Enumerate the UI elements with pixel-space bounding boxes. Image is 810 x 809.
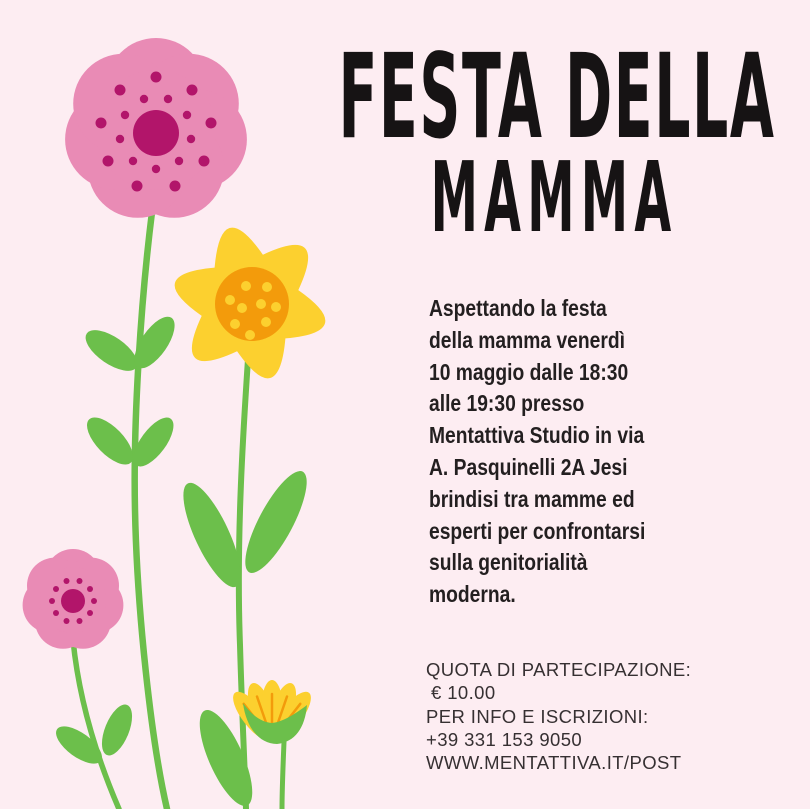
- small-pink-poppy-flower: [23, 549, 124, 649]
- description-line: sulla genitorialità: [429, 549, 588, 576]
- title-line-2: MAMMA: [430, 142, 678, 256]
- participation-fee-value: € 10.00: [431, 682, 496, 704]
- description-line: 10 maggio dalle 18:30: [429, 358, 629, 385]
- title-line-1: FESTA DELLA: [338, 28, 776, 165]
- leaf: [96, 700, 138, 759]
- participation-info: [426, 658, 786, 774]
- participation-fee-label: QUOTA DI PARTECIPAZIONE:: [426, 659, 692, 680]
- big-pink-poppy-flower: [65, 38, 247, 218]
- website-url: WWW.MENTATTIVA.IT/POST: [426, 752, 682, 774]
- description-line: A. Pasquinelli 2A Jesi: [429, 453, 628, 480]
- description-line: Mentattiva Studio in via: [429, 422, 645, 449]
- leaf: [234, 464, 318, 581]
- description-line: della mamma venerdì: [429, 326, 626, 353]
- description-line: esperti per confrontarsi: [429, 517, 646, 544]
- registration-label: PER INFO E ISCRIZIONI:: [426, 705, 649, 727]
- description-line: brindisi tra mamme ed: [429, 485, 635, 512]
- yellow-star-flower: [175, 228, 326, 379]
- event-description: [429, 293, 712, 611]
- poppy-center: [133, 110, 179, 156]
- tulip-stem: [282, 742, 284, 809]
- small-poppy-center: [61, 589, 85, 613]
- phone-number: +39 331 153 9050: [426, 728, 583, 750]
- poster-title: [338, 29, 775, 255]
- leaf: [79, 410, 140, 472]
- big-pink-flower-stem: [135, 212, 167, 809]
- description-line: moderna.: [429, 581, 516, 608]
- description-line: Aspettando la festa: [429, 295, 607, 321]
- description-line: alle 19:30 presso: [429, 390, 585, 417]
- leaf: [79, 322, 144, 378]
